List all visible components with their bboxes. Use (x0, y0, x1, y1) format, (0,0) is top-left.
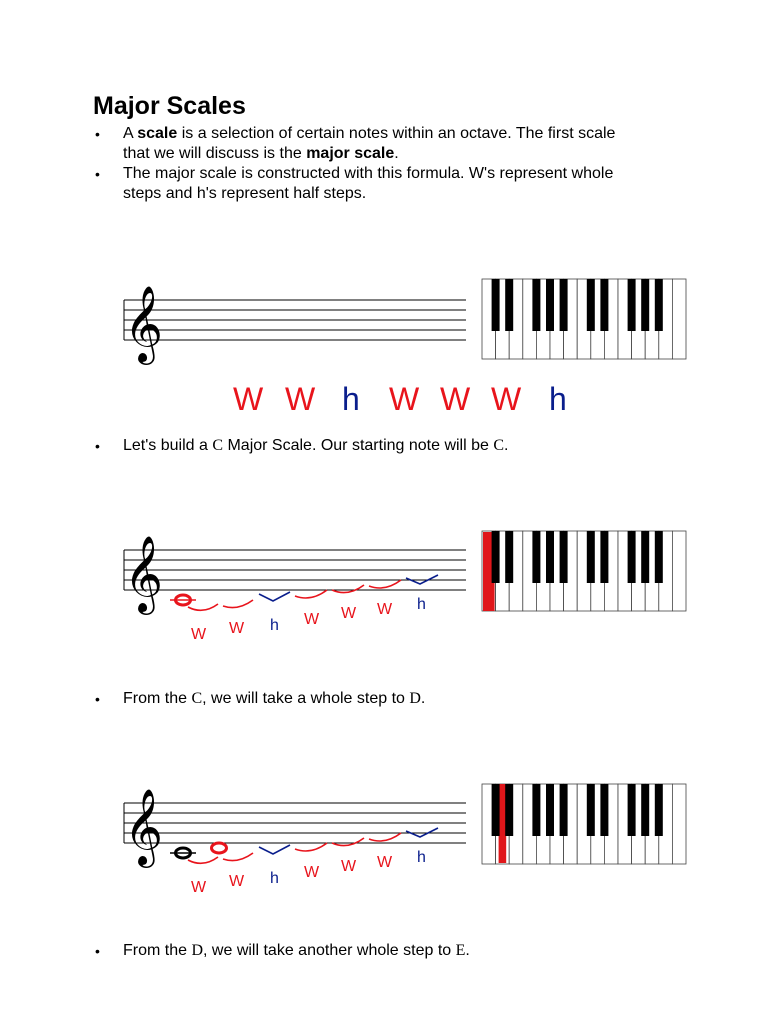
piano-black-key (546, 279, 554, 331)
piano-black-key (587, 279, 595, 331)
piano-black-key (492, 531, 500, 583)
bullet-dot: • (95, 438, 100, 454)
step-arc-3 (259, 592, 290, 601)
piano-black-key (641, 784, 649, 836)
step-arc-6 (369, 580, 401, 588)
formula-step-3: h (342, 381, 360, 417)
bullet-text: A scale is a selection of certain notes within an octave. The first scale that we will discuss is the major scale. (123, 125, 616, 162)
piano-black-key (560, 279, 568, 331)
step-arc-5 (332, 838, 364, 846)
bullet-dot: • (95, 943, 100, 959)
piano-black-key (532, 784, 540, 836)
step-label-7: h (417, 849, 426, 866)
bullet-text: The major scale is constructed with this formula. W's represent whole steps and h's represent half steps. (123, 165, 614, 202)
piano-black-key (560, 784, 568, 836)
piano-black-key (655, 784, 663, 836)
step-label-5: W (341, 858, 357, 875)
step-label-4: W (304, 611, 320, 628)
piano-black-key (600, 784, 608, 836)
staff-lines (124, 550, 466, 590)
bullet-text: From the C, we will take a whole step to D. (123, 690, 426, 707)
step-label-7: h (417, 596, 426, 613)
step-formula (0, 375, 768, 425)
piano-black-key (492, 784, 500, 836)
treble-clef-icon: 𝄞 (124, 535, 164, 612)
bullet-dot: • (95, 126, 100, 142)
piano-black-key (505, 279, 513, 331)
piano-white-key (672, 279, 686, 359)
step-arc-2 (223, 853, 253, 861)
piano-black-key (655, 279, 663, 331)
piano-black-key (505, 784, 513, 836)
piano-black-key (546, 531, 554, 583)
formula-step-6: W (491, 381, 522, 417)
staff-lines (124, 300, 466, 340)
piano-black-key (532, 279, 540, 331)
piano-black-key (641, 531, 649, 583)
treble-clef-icon: 𝄞 (124, 788, 164, 865)
step-label-4: W (304, 864, 320, 881)
piano-black-key (641, 279, 649, 331)
step-arc-4 (295, 590, 327, 598)
page-title: Major Scales (93, 92, 246, 120)
piano-black-key (628, 531, 636, 583)
bold-term-scale: scale (137, 125, 178, 142)
piano-keyboard-1 (482, 279, 686, 359)
step-label-2: W (229, 620, 245, 637)
piano-keyboard-2 (482, 531, 686, 611)
step-label-3: h (270, 617, 279, 634)
step-label-3: h (270, 870, 279, 887)
piano-black-key (532, 531, 540, 583)
formula-step-2: W (285, 381, 316, 417)
treble-clef-icon: 𝄞 (124, 285, 164, 362)
piano-black-key (600, 531, 608, 583)
whole-note-d (212, 843, 227, 853)
formula-step-7: h (549, 381, 567, 417)
piano-black-key (546, 784, 554, 836)
bullet-text: From the D, we will take another whole step to E. (123, 942, 470, 959)
piano-black-key (492, 279, 500, 331)
piano-black-key (655, 531, 663, 583)
bullet-dot: • (95, 691, 100, 707)
piano-black-key (505, 531, 513, 583)
piano-black-key (587, 784, 595, 836)
piano-black-key (628, 784, 636, 836)
step-label-2: W (229, 873, 245, 890)
bold-term-major-scale: major scale (306, 145, 395, 162)
step-arc-1 (188, 604, 218, 610)
step-arc-1 (188, 857, 218, 863)
step-label-6: W (377, 601, 393, 618)
piano-white-key (672, 784, 686, 864)
step-arc-3 (259, 845, 290, 854)
step-arc-2 (223, 600, 253, 608)
piano-black-key (628, 279, 636, 331)
step-arc-6 (369, 833, 401, 841)
formula-step-5: W (440, 381, 471, 417)
formula-step-4: W (389, 381, 420, 417)
staff-lines (124, 803, 466, 843)
piano-black-key (587, 531, 595, 583)
step-arc-4 (295, 843, 327, 851)
step-arc-5 (332, 585, 364, 593)
piano-keyboard-3 (482, 784, 686, 864)
piano-black-key (560, 531, 568, 583)
piano-black-key (600, 279, 608, 331)
step-label-1: W (191, 626, 207, 643)
bullet-text: Let's build a C Major Scale. Our starting note will be C. (123, 437, 509, 454)
bullet-dot: • (95, 166, 100, 182)
highlighted-key (499, 784, 507, 863)
piano-white-key (672, 531, 686, 611)
step-label-6: W (377, 854, 393, 871)
formula-step-1: W (233, 381, 264, 417)
step-label-5: W (341, 605, 357, 622)
step-label-1: W (191, 879, 207, 896)
